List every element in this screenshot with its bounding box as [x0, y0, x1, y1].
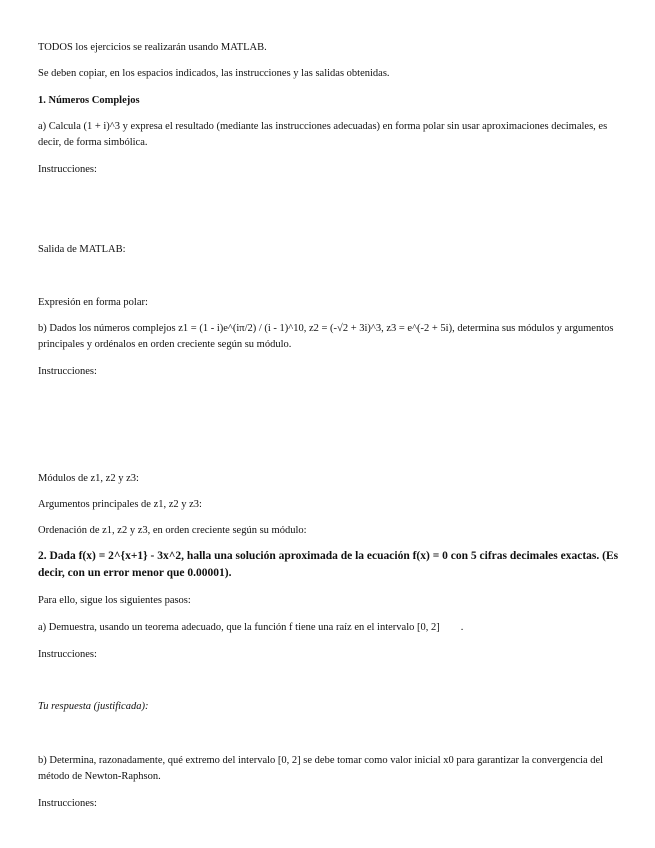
section-2-heading: 2. Dada f(x) = 2^{x+1} - 3x^2, halla una solución aproximada de la ecuación f(x) = 0 con 5 cifras decimales exactas. (Es decir, con un error menor que 0.00001). — [38, 550, 619, 579]
question-1b-instructions-label: Instrucciones: — [38, 366, 97, 377]
question-1a-instructions-label: Instrucciones: — [38, 164, 97, 175]
question-2b-text: b) Determina, razonadamente, qué extremo del intervalo [0, 2] se debe tomar como valor inicial x0 para garantizar la convergencia del método de Newton-Raphson. — [38, 755, 604, 782]
question-1a-polar-label: Expresión en forma polar: — [38, 297, 148, 308]
question-1b-modules-label: Módulos de z1, z2 y z3: — [38, 473, 139, 484]
intro-line-2: Se deben copiar, en los espacios indicados, las instrucciones y las salidas obtenidas. — [38, 68, 390, 79]
question-1b-text: b) Dados los números complejos z1 = (1 - i)e^(iπ/2) / (i - 1)^10, z2 = (-√2 + 3i)^3, z3 = e^(-2 + 5i), determina sus módulos y argumentos principales y ordénalos en orden creciente según su módulo. — [38, 323, 614, 350]
question-2a-instructions-label: Instrucciones: — [38, 649, 97, 660]
question-1a-text: a) Calcula (1 + i)^3 y expresa el resultado (mediante las instrucciones adecuadas) en forma polar sin usar aproximaciones decimales, es decir, de forma simbólica. — [38, 121, 608, 148]
question-2b-instructions-label: Instrucciones: — [38, 798, 97, 809]
question-1b-arguments-label: Argumentos principales de z1, z2 y z3: — [38, 499, 202, 510]
question-2a-answer-label: Tu respuesta (justificada): — [38, 701, 149, 712]
question-1a-output-label: Salida de MATLAB: — [38, 244, 126, 255]
question-2a-text: a) Demuestra, usando un teorema adecuado, que la función f tiene una raíz en el intervalo [0, 2] . — [38, 622, 464, 633]
question-1b-order-label: Ordenación de z1, z2 y z3, en orden creciente según su módulo: — [38, 525, 307, 536]
section-1-heading: 1. Números Complejos — [38, 95, 140, 106]
intro-line-1: TODOS los ejercicios se realizarán usando MATLAB. — [38, 42, 267, 53]
section-2-steps-intro: Para ello, sigue los siguientes pasos: — [38, 595, 191, 606]
